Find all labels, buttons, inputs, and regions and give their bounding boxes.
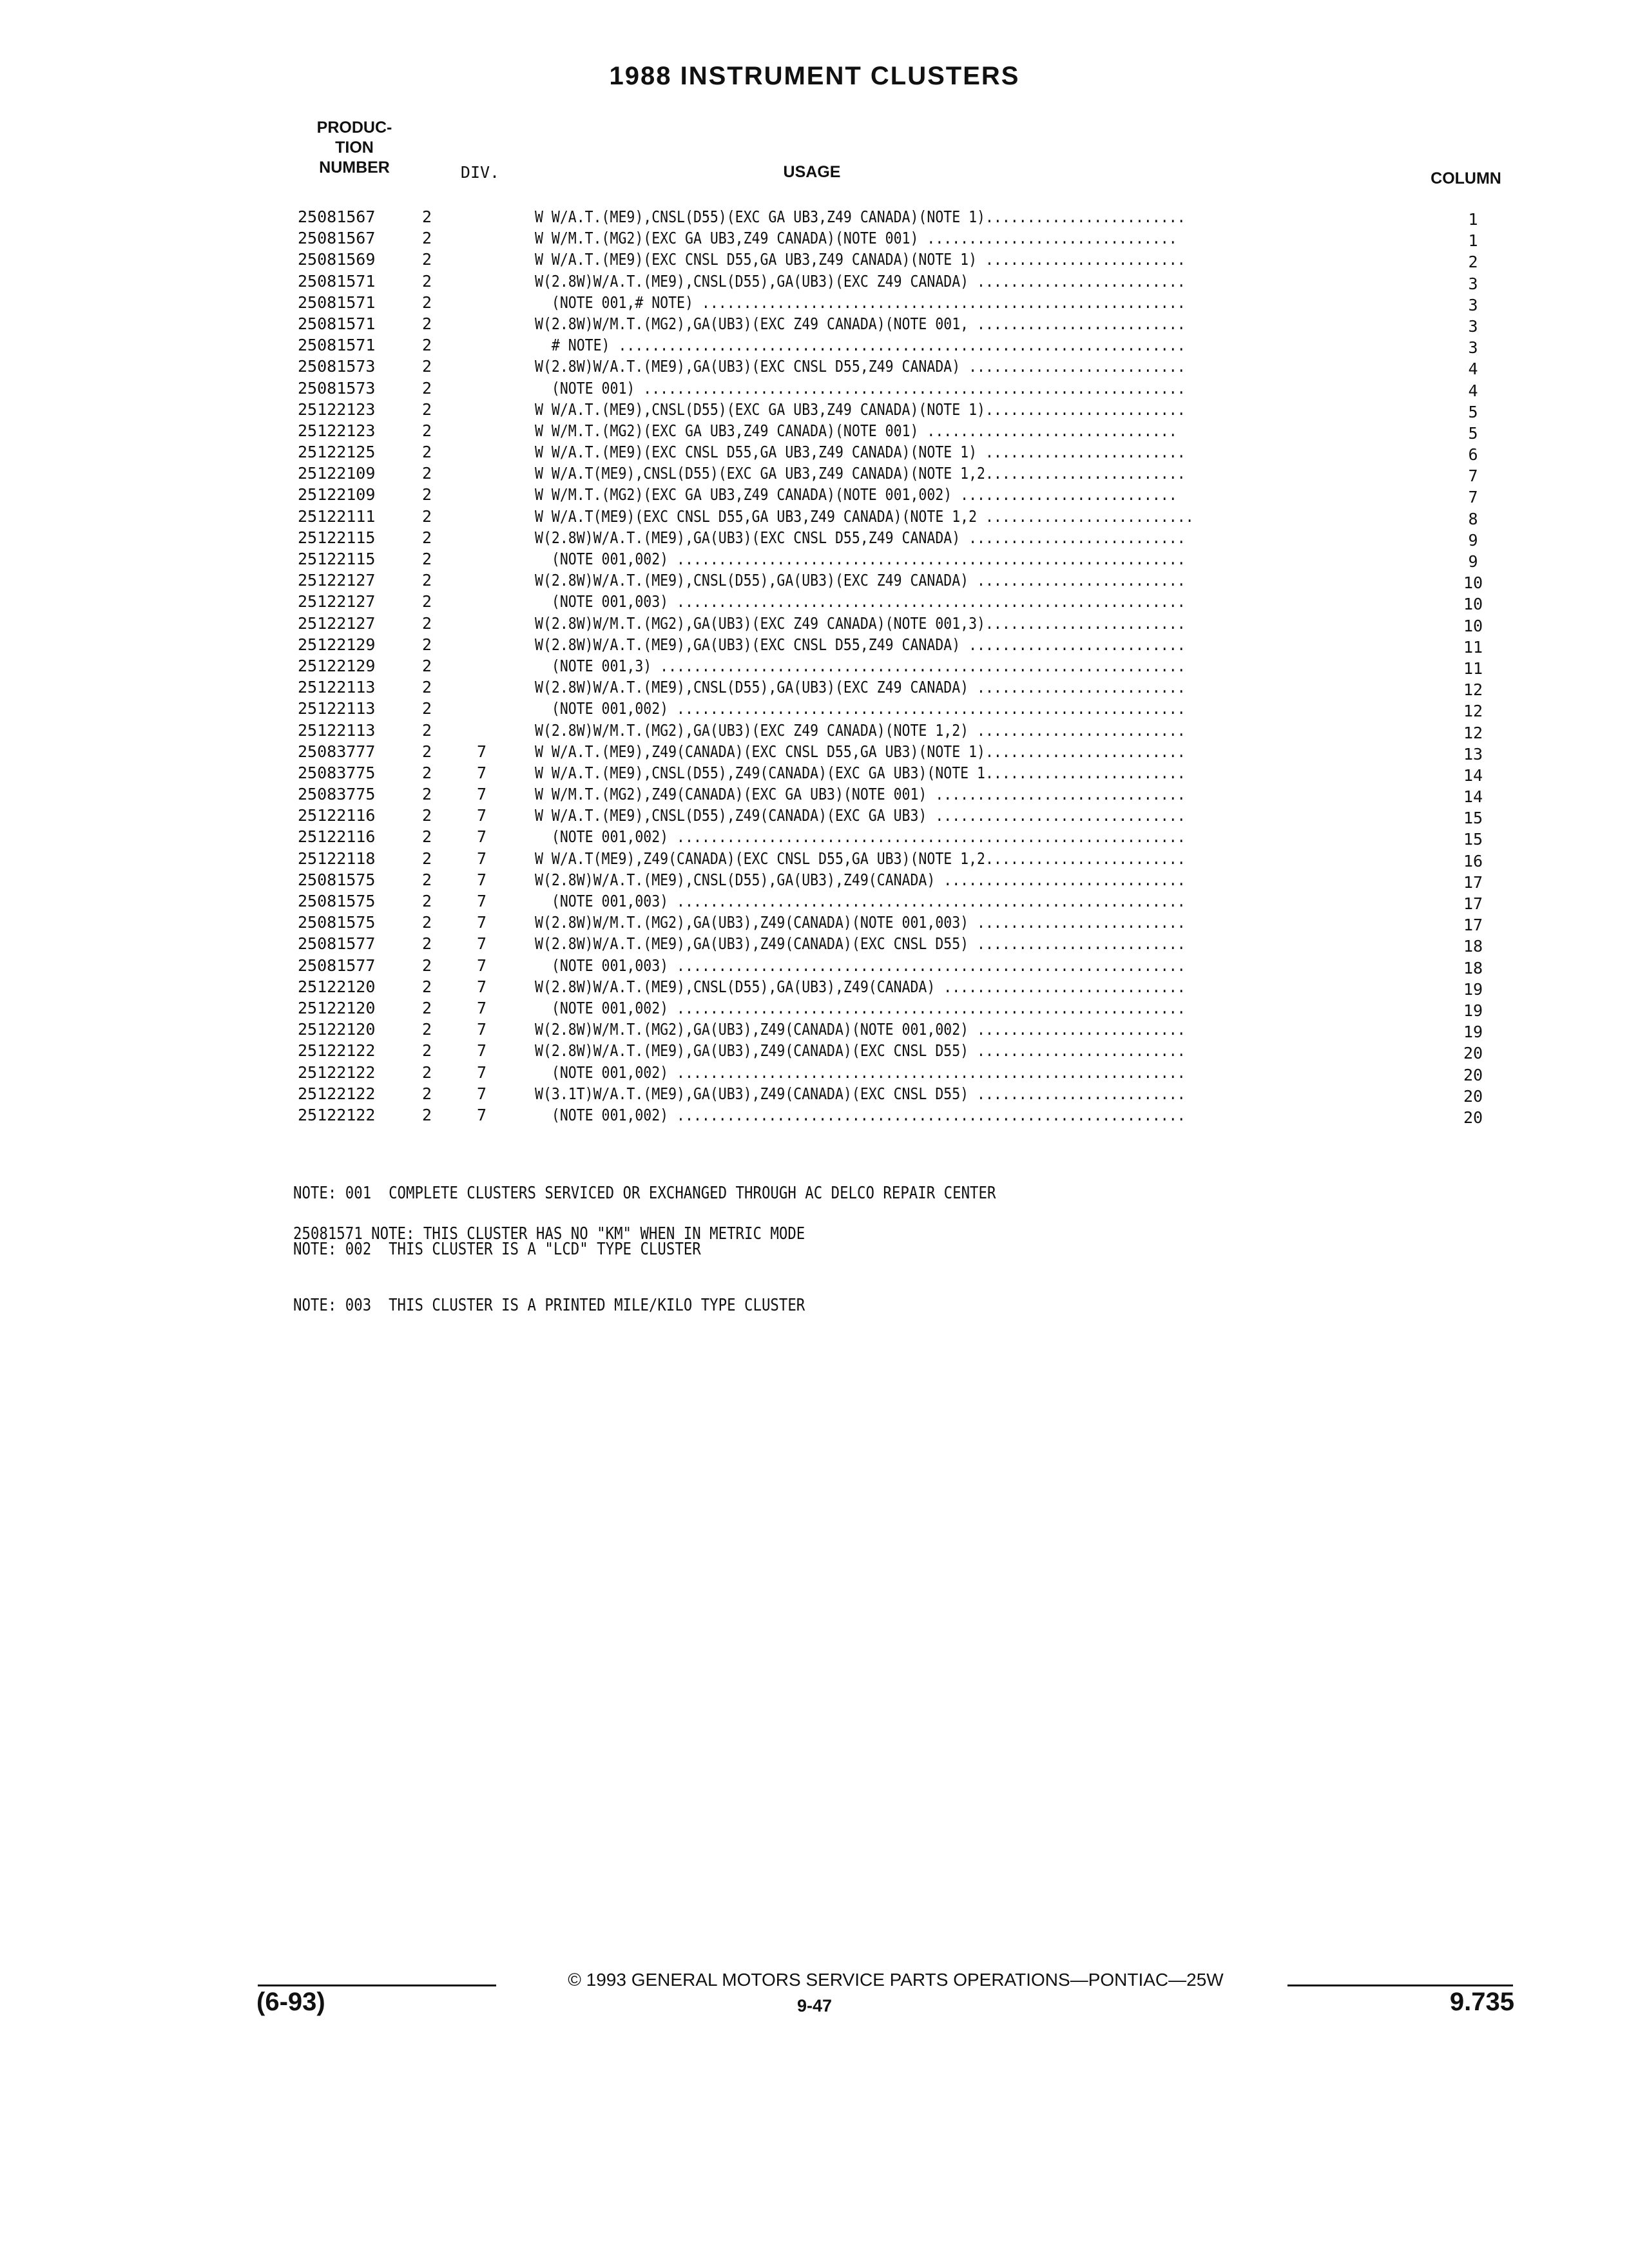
column-number: 10 [1463,616,1483,635]
production-number: 25122120 [298,998,376,1017]
production-number: 25122120 [298,1020,376,1039]
column-number: 19 [1463,1001,1483,1020]
usage: W W/A.T(ME9)(EXC CNSL D55,GA UB3,Z49 CANADA)(NOTE 1,2 ......................... [535,506,1194,526]
production-number: 25081577 [298,934,376,954]
version: 2 [422,635,432,654]
version: 2 [422,378,432,398]
table-row [0,420,1629,441]
footer-rule-right [1287,1984,1513,1986]
version: 2 [422,806,432,825]
usage: W W/A.T.(ME9),CNSL(D55),Z49(CANADA)(EXC GA UB3) .............................. [535,806,1186,825]
column-number: 3 [1468,316,1478,336]
table-row [0,206,1629,227]
version: 2 [422,421,432,440]
usage: # NOTE) .................................................................... [535,336,1186,355]
version: 2 [422,464,432,483]
column-number: 16 [1463,851,1483,870]
production-number: 25122118 [298,849,376,868]
production-number: 25122127 [298,592,376,611]
division: 7 [477,934,487,954]
version: 2 [422,827,432,847]
production-number: 25122109 [298,485,376,505]
usage: W(2.8W)W/A.T.(ME9),GA(UB3)(EXC CNSL D55,Z49 CANADA) .......................... [535,357,1186,376]
table-row [0,997,1629,1019]
version: 2 [422,956,432,975]
column-number: 17 [1463,872,1483,892]
usage: W W/A.T.(ME9),CNSL(D55)(EXC GA UB3,Z49 CANADA)(NOTE 1)........................ [535,399,1186,419]
division: 7 [477,870,487,889]
column-number: 10 [1463,595,1483,614]
usage: (NOTE 001,002) ............................................................. [535,1105,1186,1124]
version: 2 [422,506,432,526]
version: 2 [422,528,432,547]
version: 2 [422,550,432,568]
usage: W W/A.T(ME9),Z49(CANADA)(EXC CNSL D55,GA UB3)(NOTE 1,2........................ [535,849,1186,868]
usage: (NOTE 001,002) ............................................................. [535,699,1186,718]
table-row [0,313,1629,334]
production-number: 25122109 [298,464,376,483]
cluster-note: 25081571 NOTE: THIS CLUSTER HAS NO "KM" WHEN IN METRIC MODE [293,1224,805,1244]
usage: W(2.8W)W/A.T.(ME9),GA(UB3),Z49(CANADA)(EXC CNSL D55) ......................... [535,934,1186,954]
production-number: 25081571 [298,271,376,291]
table-row [0,1062,1629,1083]
version: 2 [422,399,432,419]
division: 7 [477,1020,487,1039]
table-row [0,1104,1629,1126]
production-number: 25122113 [298,678,376,697]
column-number: 1 [1468,231,1478,251]
table-row [0,548,1629,570]
column-number: 3 [1468,338,1478,358]
usage: W W/A.T.(ME9),CNSL(D55),Z49(CANADA)(EXC GA UB3)(NOTE 1........................ [535,763,1186,782]
table-row [0,334,1629,356]
version: 2 [422,336,432,355]
production-number: 25081571 [298,314,376,333]
version: 2 [422,1105,432,1124]
column-number: 5 [1468,423,1478,443]
version: 2 [422,1062,432,1082]
table-row [0,677,1629,698]
page-title: 1988 INSTRUMENT CLUSTERS [609,62,1020,90]
production-number: 25081571 [298,336,376,355]
version: 2 [422,785,432,804]
table-row [0,356,1629,377]
division: 7 [477,785,487,804]
column-number: 17 [1463,894,1483,913]
table-row [0,933,1629,954]
column-number: 15 [1463,830,1483,849]
column-number: 17 [1463,916,1483,935]
usage: W W/A.T(ME9),CNSL(D55)(EXC GA UB3,Z49 CANADA)(NOTE 1,2........................ [535,464,1186,483]
header-div: DIV. [460,163,500,182]
usage: W(2.8W)W/M.T.(MG2),GA(UB3)(EXC Z49 CANADA)(NOTE 001,3)........................ [535,613,1186,633]
production-number: 25081575 [298,892,376,910]
usage: W W/M.T.(MG2)(EXC GA UB3,Z49 CANADA)(NOTE 001) .............................. [535,229,1177,248]
table-row [0,1040,1629,1061]
production-number: 25081573 [298,378,376,398]
footer-page-number: 9-47 [796,1996,833,2015]
production-number: 25081567 [298,229,376,248]
version: 2 [422,870,432,889]
column-number: 14 [1463,765,1483,785]
version: 2 [422,678,432,697]
usage: (NOTE 001,003) ............................................................. [535,592,1186,611]
production-number: 25122113 [298,699,376,718]
usage: W(2.8W)W/A.T.(ME9),CNSL(D55),GA(UB3)(EXC Z49 CANADA) ......................... [535,571,1186,590]
version: 2 [422,271,432,291]
usage: W(2.8W)W/M.T.(MG2),GA(UB3)(EXC Z49 CANADA)(NOTE 1,2) ......................... [535,720,1186,740]
usage: (NOTE 001,# NOTE) .......................................................... [535,293,1186,312]
production-number: 25122120 [298,977,376,996]
footer-section-number: 9.735 [1449,1988,1514,2016]
table-row [0,720,1629,741]
footer-copyright: © 1993 GENERAL MOTORS SERVICE PARTS OPERATIONS—PONTIAC—25W [568,1970,1224,1990]
version: 2 [422,1084,432,1103]
column-number: 13 [1463,744,1483,764]
column-number: 18 [1463,937,1483,956]
division: 7 [477,763,487,782]
version: 2 [422,314,432,333]
usage: W(2.8W)W/A.T.(ME9),CNSL(D55),GA(UB3)(EXC Z49 CANADA) ......................... [535,678,1186,697]
version: 2 [422,699,432,718]
usage: W W/A.T.(ME9),CNSL(D55)(EXC GA UB3,Z49 CANADA)(NOTE 1)........................ [535,207,1186,226]
version: 2 [422,485,432,505]
table-row [0,378,1629,399]
table-row [0,484,1629,505]
usage: W W/M.T.(MG2),Z49(CANADA)(EXC GA UB3)(NOTE 001) .............................. [535,785,1186,804]
column-number: 20 [1463,1086,1483,1106]
division: 7 [477,998,487,1017]
column-number: 3 [1468,274,1478,293]
usage: W W/A.T.(ME9)(EXC CNSL D55,GA UB3,Z49 CANADA)(NOTE 1) ........................ [535,250,1186,269]
column-number: 20 [1463,1044,1483,1063]
column-number: 20 [1463,1065,1483,1084]
version: 2 [422,357,432,376]
column-number: 4 [1468,381,1478,400]
column-number: 18 [1463,958,1483,977]
division: 7 [477,892,487,910]
column-number: 12 [1463,680,1483,700]
header-production-line-1: PRODUC- [316,119,392,137]
production-number: 25122115 [298,528,376,547]
column-number: 19 [1463,979,1483,999]
usage: W(2.8W)W/A.T.(ME9),CNSL(D55),GA(UB3),Z49(CANADA) ............................. [535,870,1186,889]
version: 2 [422,1041,432,1061]
column-number: 11 [1463,637,1483,657]
version: 2 [422,892,432,910]
table-row [0,634,1629,655]
version: 2 [422,613,432,633]
production-number: 25083777 [298,742,376,761]
table-row [0,698,1629,719]
division: 7 [477,1062,487,1082]
production-number: 25122122 [298,1105,376,1124]
production-number: 25122116 [298,806,376,825]
production-number: 25122129 [298,635,376,654]
table-row [0,271,1629,292]
division: 7 [477,1041,487,1061]
note-002: NOTE: 002 THIS CLUSTER IS A "LCD" TYPE CLUSTER [293,1240,701,1259]
column-number: 6 [1468,445,1478,465]
production-number: 25122113 [298,720,376,740]
division: 7 [477,956,487,975]
division: 7 [477,1105,487,1124]
table-row [0,890,1629,912]
version: 2 [422,977,432,996]
header-production-number [309,118,400,178]
usage: (NOTE 001,002) ............................................................. [535,998,1186,1017]
version: 2 [422,207,432,226]
column-number: 8 [1468,509,1478,528]
usage: W(2.8W)W/A.T.(ME9),GA(UB3)(EXC CNSL D55,Z49 CANADA) .......................... [535,528,1186,547]
table-row [0,805,1629,826]
usage: W W/A.T.(ME9),Z49(CANADA)(EXC CNSL D55,GA UB3)(NOTE 1)........................ [535,742,1186,761]
production-number: 25122127 [298,613,376,633]
note-003: NOTE: 003 THIS CLUSTER IS A PRINTED MILE/KILO TYPE CLUSTER [293,1296,805,1315]
production-number: 25122122 [298,1062,376,1082]
header-production-line-2: TION [335,139,374,157]
production-number: 25081569 [298,250,376,269]
version: 2 [422,742,432,761]
table-row [0,227,1629,249]
table-row [0,655,1629,677]
table-row [0,912,1629,933]
production-number: 25081567 [298,207,376,226]
usage: W(3.1T)W/A.T.(ME9),GA(UB3),Z49(CANADA)(EXC CNSL D55) ......................... [535,1084,1186,1103]
division: 7 [477,849,487,868]
production-number: 25083775 [298,763,376,782]
production-number: 25122116 [298,827,376,847]
table-row [0,1083,1629,1104]
table-row [0,783,1629,805]
usage: (NOTE 001,003) ............................................................. [535,956,1186,975]
column-number: 9 [1468,552,1478,571]
production-number: 25081575 [298,913,376,932]
division: 7 [477,806,487,825]
table-row [0,848,1629,869]
column-number: 19 [1463,1023,1483,1042]
table-row [0,869,1629,890]
usage: (NOTE 001,002) ............................................................. [535,1062,1186,1082]
usage: W W/A.T.(ME9)(EXC CNSL D55,GA UB3,Z49 CANADA)(NOTE 1) ........................ [535,443,1186,462]
column-number: 12 [1463,702,1483,721]
version: 2 [422,1020,432,1039]
column-number: 9 [1468,530,1478,550]
usage: (NOTE 001,002) ............................................................. [535,550,1186,568]
table-row [0,506,1629,527]
column-number: 5 [1468,402,1478,421]
usage: (NOTE 001,003) ............................................................. [535,892,1186,910]
column-number: 2 [1468,253,1478,272]
production-number: 25081573 [298,357,376,376]
notes-block [293,1147,996,1352]
division: 7 [477,742,487,761]
parts-table [0,206,1629,1126]
column-number: 4 [1468,360,1478,379]
version: 2 [422,250,432,269]
version: 2 [422,934,432,954]
division: 7 [477,977,487,996]
version: 2 [422,229,432,248]
version: 2 [422,998,432,1017]
version: 2 [422,913,432,932]
table-row [0,762,1629,783]
production-number: 25122115 [298,550,376,568]
column-number: 10 [1463,573,1483,593]
column-number: 14 [1463,787,1483,807]
usage: W(2.8W)W/A.T.(ME9),CNSL(D55),GA(UB3),Z49(CANADA) ............................. [535,977,1186,996]
production-number: 25122122 [298,1084,376,1103]
usage: W(2.8W)W/M.T.(MG2),GA(UB3),Z49(CANADA)(NOTE 001,003) ......................... [535,913,1186,932]
table-row [0,463,1629,484]
production-number: 25122111 [298,506,376,526]
header-usage: USAGE [783,163,841,181]
usage: W W/M.T.(MG2)(EXC GA UB3,Z49 CANADA)(NOTE 001) .............................. [535,421,1177,440]
column-number: 7 [1468,466,1478,486]
table-row [0,591,1629,612]
column-number: 7 [1468,488,1478,507]
footer-rule-left [258,1984,496,1986]
division: 7 [477,1084,487,1103]
usage: (NOTE 001,3) ............................................................... [535,656,1186,675]
production-number: 25081577 [298,956,376,975]
header-column: COLUMN [1431,169,1501,187]
table-row [0,441,1629,463]
column-number: 1 [1468,210,1478,229]
usage: W(2.8W)W/A.T.(ME9),GA(UB3),Z49(CANADA)(EXC CNSL D55) ......................... [535,1041,1186,1061]
production-number: 25122123 [298,399,376,419]
production-number: 25122125 [298,443,376,462]
table-row [0,826,1629,847]
table-row [0,976,1629,997]
note-001: NOTE: 001 COMPLETE CLUSTERS SERVICED OR EXCHANGED THROUGH AC DELCO REPAIR CENTER [293,1184,996,1203]
footer-date: (6-93) [256,1988,325,2016]
table-row [0,741,1629,762]
division: 7 [477,827,487,847]
version: 2 [422,293,432,312]
table-row [0,292,1629,313]
table-row [0,570,1629,591]
usage: (NOTE 001) ................................................................. [535,378,1186,398]
version: 2 [422,443,432,462]
usage: (NOTE 001,002) ............................................................. [535,827,1186,847]
production-number: 25081571 [298,293,376,312]
table-row [0,613,1629,634]
table-row [0,399,1629,420]
column-number: 15 [1463,809,1483,828]
version: 2 [422,571,432,590]
production-number: 25083775 [298,785,376,804]
column-number: 20 [1463,1108,1483,1127]
usage: W(2.8W)W/M.T.(MG2),GA(UB3)(EXC Z49 CANADA)(NOTE 001, ......................... [535,314,1186,333]
version: 2 [422,720,432,740]
usage: W W/M.T.(MG2)(EXC GA UB3,Z49 CANADA)(NOTE 001,002) .......................... [535,485,1177,505]
table-row [0,527,1629,548]
table-row [0,955,1629,976]
table-row [0,1019,1629,1040]
usage: W(2.8W)W/M.T.(MG2),GA(UB3),Z49(CANADA)(NOTE 001,002) ......................... [535,1020,1186,1039]
production-number: 25122127 [298,571,376,590]
production-number: 25122123 [298,421,376,440]
column-number: 12 [1463,723,1483,742]
column-number: 11 [1463,658,1483,678]
production-number: 25081575 [298,870,376,889]
column-number: 3 [1468,295,1478,314]
division: 7 [477,913,487,932]
usage: W(2.8W)W/A.T.(ME9),CNSL(D55),GA(UB3)(EXC Z49 CANADA) ......................... [535,271,1186,291]
table-row [0,249,1629,270]
version: 2 [422,849,432,868]
production-number: 25122129 [298,656,376,675]
header-production-line-3: NUMBER [319,159,390,177]
version: 2 [422,656,432,675]
usage: W(2.8W)W/A.T.(ME9),GA(UB3)(EXC CNSL D55,Z49 CANADA) .......................... [535,635,1186,654]
version: 2 [422,592,432,611]
version: 2 [422,763,432,782]
production-number: 25122122 [298,1041,376,1061]
